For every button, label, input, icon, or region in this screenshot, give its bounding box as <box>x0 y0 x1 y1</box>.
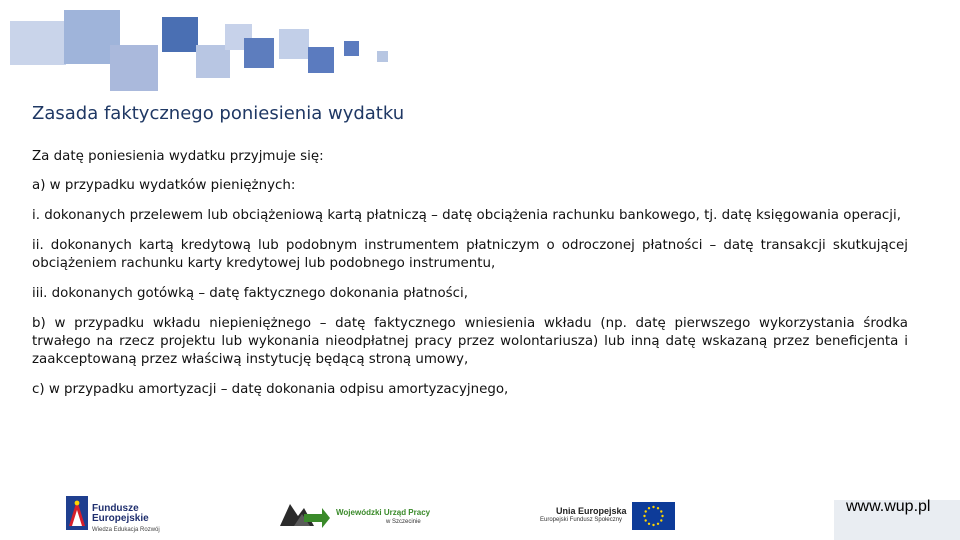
deco-square <box>10 21 66 65</box>
list-item: i. dokonanych przelewem lub obciążeniową kartą płatniczą – datę obciążenia rachunku bankowego, tj. datę księgowania operacji, <box>32 208 901 223</box>
website-url[interactable]: www.wup.pl <box>846 498 931 515</box>
wup-sub: w Szczecinie <box>386 519 421 525</box>
list-item: b) w przypadku wkładu niepieniężnego – datę faktycznego wniesienia wkładu (np. datę pierwszego wykorzystania środka trwałego na rzecz projektu lub wykonania nieodpłatnej pracy przez wolontariusza) lub inną datę wskazaną przez beneficjenta i zaakceptowaną przez właściwą instytucję będącą stroną umowy, <box>32 316 908 367</box>
deco-square <box>279 29 309 59</box>
slide-content <box>32 148 908 411</box>
deco-square <box>344 41 359 56</box>
deco-square <box>308 47 334 73</box>
slide-title: Zasada faktycznego poniesienia wydatku <box>32 103 405 124</box>
deco-square <box>162 17 198 52</box>
list-item: iii. dokonanych gotówką – datę faktycznego dokonania płatności, <box>32 286 468 301</box>
deco-square <box>110 45 158 91</box>
eu-name: Unia Europejska <box>556 506 627 516</box>
fe-logo-line1: Fundusze <box>92 503 139 514</box>
fe-logo-sub: Wiedza Edukacja Rozwój <box>92 527 160 533</box>
list-item: a) w przypadku wydatków pieniężnych: <box>32 178 296 193</box>
list-item: c) w przypadku amortyzacji – datę dokonania odpisu amortyzacyjnego, <box>32 382 509 397</box>
wup-icon <box>280 500 330 528</box>
wup-name: Wojewódzki Urząd Pracy <box>336 508 431 517</box>
deco-square <box>244 38 274 68</box>
list-item: ii. dokonanych kartą kredytową lub podobnym instrumentem płatniczym o odroczonej płatności – datę transakcji skutkującej obciążeniem rachunku karty kredytowej lub podobnego instrumentu, <box>32 238 908 271</box>
eu-sub: Europejski Fundusz Społeczny <box>540 517 623 523</box>
fundusze-europejskie-icon <box>66 496 88 530</box>
deco-square <box>377 51 388 62</box>
fe-logo-line2: Europejskie <box>92 513 149 524</box>
fe-logo-text <box>92 504 149 524</box>
lead-paragraph: Za datę poniesienia wydatku przyjmuje się: <box>32 149 324 164</box>
eu-flag-icon <box>632 502 675 530</box>
